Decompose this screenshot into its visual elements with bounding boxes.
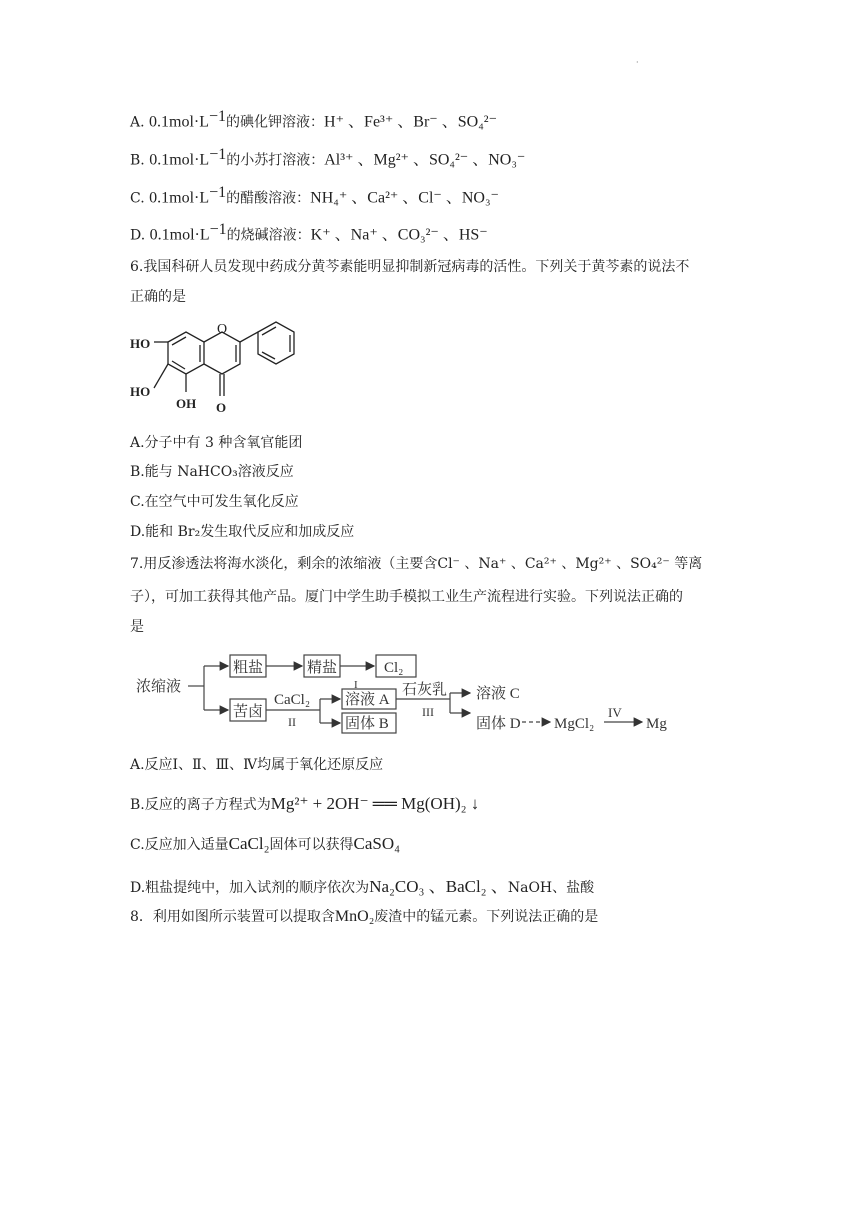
q5-option-c xyxy=(130,184,499,208)
refined-salt-label: 精盐 xyxy=(307,660,338,676)
option-desc: 的小苏打溶液： xyxy=(226,152,325,169)
q7-stem-line2: 子），可加工获得其他产品。厦门中学生助手模拟工业生产流程进行实验。下列说法正确的 xyxy=(130,589,683,605)
concentration: 0.1mol·L xyxy=(149,226,210,244)
option-text: C.反应加入适量 xyxy=(130,837,229,853)
concentration: 0.1mol·L xyxy=(149,151,210,169)
step-3-label: III xyxy=(422,705,434,719)
q7-option-a: A.反应Ⅰ、Ⅱ、Ⅲ、Ⅳ均属于氧化还原反应 xyxy=(130,757,384,773)
option-text: NaOH、盐酸 xyxy=(507,880,595,896)
q7-option-d xyxy=(130,872,594,897)
ion-list: Al³⁺ 、Mg²⁺ 、SO₄²⁻ 、NO₃⁻ xyxy=(324,151,526,169)
q5-option-b xyxy=(130,146,525,170)
mgcl2-label: MgCl₂ xyxy=(554,716,595,732)
solution-a-label: 溶液 A xyxy=(345,692,390,708)
solid-b-label: 固体 B xyxy=(345,716,389,732)
ring-a xyxy=(168,332,204,374)
option-letter: D. xyxy=(130,227,150,244)
solution-c-label: 溶液 C xyxy=(476,686,520,702)
q7-option-c xyxy=(130,834,400,854)
exponent: −1 xyxy=(209,146,227,163)
exponent: −1 xyxy=(209,108,227,125)
ion-list: H⁺ 、Fe³⁺ 、Br⁻ 、SO₄²⁻ xyxy=(324,113,498,131)
option-text: D.粗盐提纯中，加入试剂的顺序依次为 xyxy=(130,880,370,896)
q7-stem-line3: 是 xyxy=(130,619,144,635)
ion-list: K⁺ 、Na⁺ 、CO₃²⁻ 、HS⁻ xyxy=(310,226,488,244)
q5-option-d xyxy=(130,221,488,245)
keto-oxygen: O xyxy=(216,400,227,415)
hydroxyl-1: HO xyxy=(130,336,151,351)
q7-stem-line1: 7.用反渗透法将海水淡化，剩余的浓缩液（主要含Cl⁻ 、Na⁺ 、Ca²⁺ 、Mg²⁺ 、SO₄²⁻ 等离 xyxy=(130,556,703,572)
q6-option-d: D.能和 Br₂发生取代反应和加成反应 xyxy=(130,524,355,540)
q6-stem-line2: 正确的是 xyxy=(130,289,186,305)
hydroxyl-2: HO xyxy=(130,384,151,399)
option-desc: 的烧碱溶液： xyxy=(226,227,311,244)
concentration: 0.1mol·L xyxy=(149,113,210,131)
exponent: −1 xyxy=(209,221,227,238)
bittern-label: 苦卤 xyxy=(233,704,264,720)
option-letter: A. xyxy=(130,114,150,131)
option-text: B.反应的离子方程式为 xyxy=(130,797,271,813)
concentrate-label: 浓缩液 xyxy=(136,679,182,695)
q7-option-b xyxy=(130,794,479,814)
ring-oxygen: O xyxy=(217,322,228,337)
reagent-list: Na₂CO₃ 、BaCl₂ 、 xyxy=(369,877,508,896)
option-text: 固体可以获得 xyxy=(269,837,354,853)
caso4-formula: CaSO₄ xyxy=(353,834,401,853)
q8-stem xyxy=(130,906,598,926)
mg-label: Mg xyxy=(646,716,667,732)
header-dot: · xyxy=(636,58,639,67)
ionic-equation: Mg²⁺ + 2OH⁻ ══ Mg(OH)₂ ↓ xyxy=(270,794,480,813)
mno2-formula: MnO₂ xyxy=(334,908,375,925)
process-flowchart xyxy=(130,650,690,742)
lime-milk-label: 石灰乳 xyxy=(402,682,448,698)
q6-option-a: A.分子中有 3 种含氧官能团 xyxy=(130,435,303,451)
option-letter: C. xyxy=(130,190,150,207)
step-2-label: II xyxy=(288,715,296,729)
ion-list: NH₄⁺ 、Ca²⁺ 、Cl⁻ 、NO₃⁻ xyxy=(310,189,500,207)
cacl2-label: CaCl₂ xyxy=(274,692,311,708)
stem-text: 8．利用如图所示装置可以提取含 xyxy=(130,909,335,925)
ring-c xyxy=(204,332,240,374)
q6-option-c: C.在空气中可发生氧化反应 xyxy=(130,494,299,510)
crude-salt-label: 粗盐 xyxy=(233,660,264,676)
concentration: 0.1mol·L xyxy=(149,189,210,207)
step-4-label: IV xyxy=(608,705,622,720)
q6-option-b: B.能与 NaHCO₃溶液反应 xyxy=(130,464,294,480)
hydroxyl-3: OH xyxy=(176,396,197,411)
ring-b xyxy=(258,322,294,364)
solid-d-label: 固体 D xyxy=(476,716,521,732)
cacl2-formula: CaCl₂ xyxy=(228,834,270,853)
option-desc: 的醋酸溶液： xyxy=(226,190,311,207)
q5-option-a xyxy=(130,108,497,132)
step-1-label: I xyxy=(354,679,358,691)
q6-stem-line1: 6.我国科研人员发现中药成分黄芩素能明显抑制新冠病毒的活性。下列关于黄芩素的说法不 xyxy=(130,259,690,275)
exponent: −1 xyxy=(209,184,227,201)
option-letter: B. xyxy=(130,152,150,169)
option-desc: 的碘化钾溶液： xyxy=(226,114,325,131)
cl2-label: Cl₂ xyxy=(384,660,404,676)
stem-text: 废渣中的锰元素。下列说法正确的是 xyxy=(374,909,599,925)
baicalein-structure xyxy=(128,312,308,424)
